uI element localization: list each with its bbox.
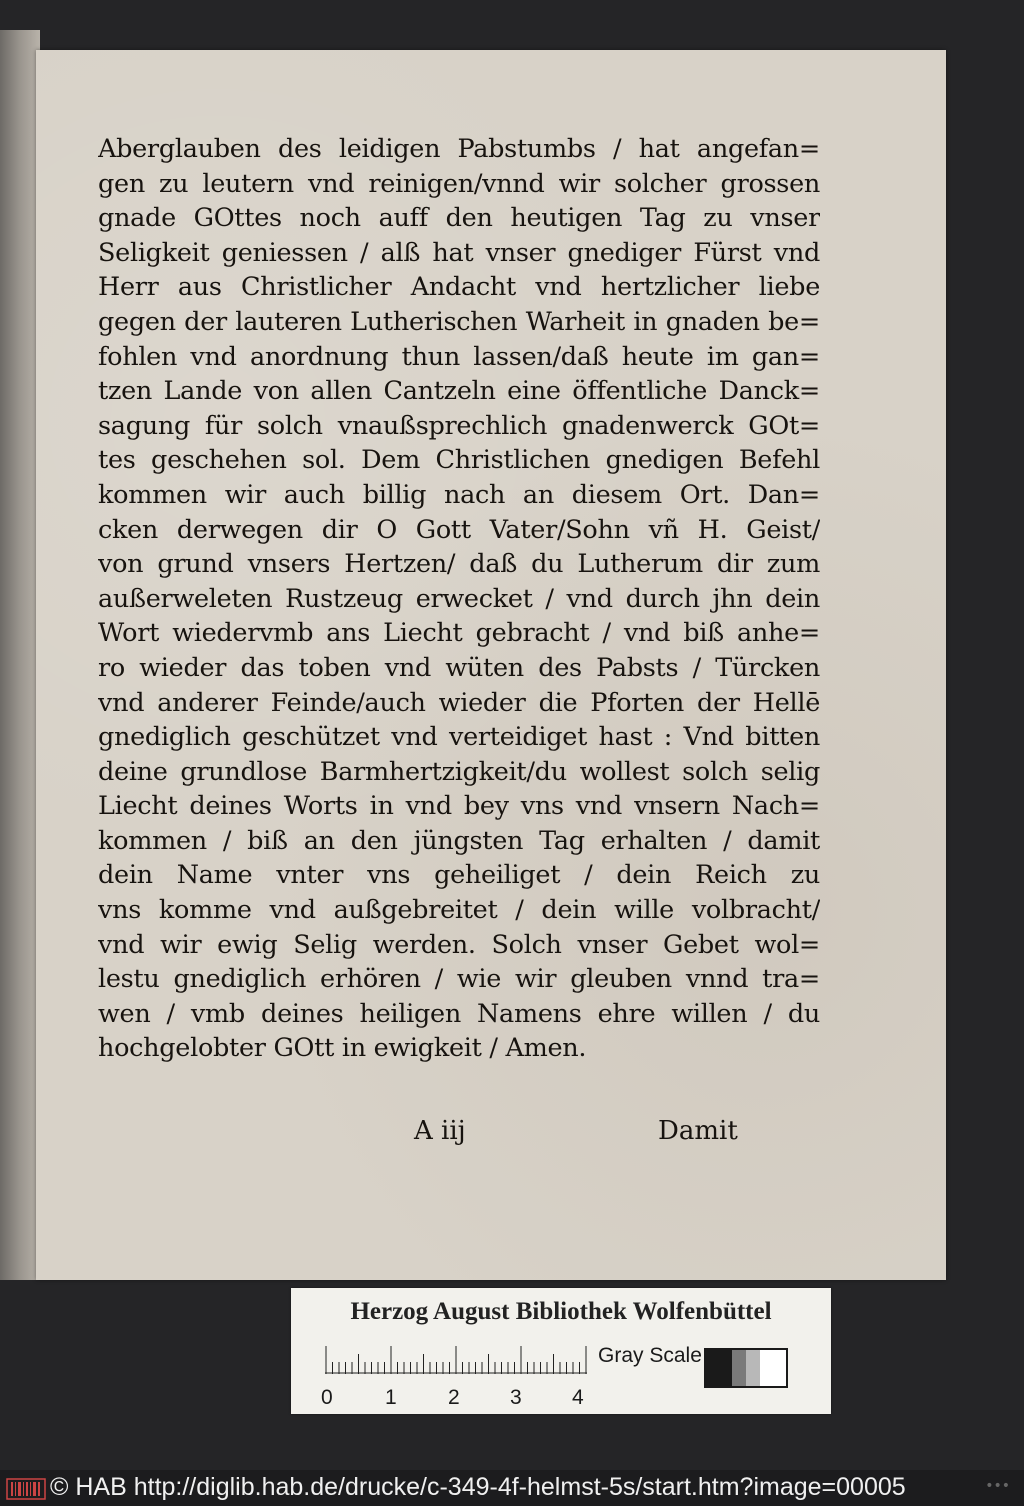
text-line: ro wieder das toben vnd wüten des Pabsts / Türcken: [98, 652, 820, 683]
catchword: Damit: [658, 1116, 738, 1146]
grayscale-swatches: [704, 1348, 788, 1388]
text-line: vnd wir ewig Selig werden. Solch vnser Gebet wol=: [98, 929, 820, 960]
book-page: [36, 50, 946, 1280]
viewer-footer: [0, 1470, 1024, 1506]
swatch-black: [706, 1350, 732, 1386]
color-calibration-bar: [291, 1288, 831, 1414]
text-line: außerweleten Rustzeug erwecket / vnd durch jhn dein: [98, 583, 820, 614]
text-line: lestu gnediglich erhören / wie wir gleuben vnnd tra=: [98, 964, 820, 995]
text-line: fohlen vnd anordnung thun lassen/daß heute im gan=: [98, 341, 820, 372]
text-line: Seligkeit geniessen / alß hat vnser gnediger Fürst vnd: [98, 237, 820, 268]
text-line: vns komme vnd außgebreitet / dein wille volbracht/: [98, 895, 820, 926]
text-line: Liecht deines Worts in vnd bey vns vnd vnsern Nach=: [98, 791, 820, 822]
text-line: deine grundlose Barmhertzigkeit/du wollest solch selig: [98, 756, 820, 787]
text-line: tes geschehen sol. Dem Christlichen gnedigen Befehl: [98, 445, 820, 476]
text-line: Herr aus Christlicher Andacht vnd hertzlicher liebe: [98, 272, 820, 303]
text-line: dein Name vnter vns geheiliget / dein Reich zu: [98, 860, 820, 891]
copyright-url[interactable]: © HAB http://diglib.hab.de/drucke/c-349-4f-helmst-5s/start.htm?image=00005: [50, 1473, 906, 1501]
text-line: Wort wiedervmb ans Liecht gebracht / vnd biß anhe=: [98, 618, 820, 649]
ruler-label-1: 1: [385, 1386, 397, 1409]
text-line: gen zu leutern vnd reinigen/vnnd wir solcher grossen: [98, 168, 820, 199]
ruler-scale: [325, 1346, 587, 1374]
institution-name: Herzog August Bibliothek Wolfenbüttel: [350, 1298, 772, 1325]
grayscale-label: Gray Scale: [598, 1344, 702, 1367]
text-line: vnd anderer Feinde/auch wieder die Pforten der Hellē: [98, 687, 820, 718]
signature-mark: A iij: [414, 1116, 466, 1146]
text-line: gegen der lauteren Lutherischen Warheit in gnaden be=: [98, 306, 820, 337]
text-line: hochgelobter GOtt in ewigkeit / Amen.: [98, 1033, 587, 1064]
text-line: gnade GOttes noch auff den heutigen Tag zu vnser: [98, 203, 820, 234]
swatch-white: [760, 1350, 786, 1386]
page-text-block: [98, 132, 820, 1066]
text-line: wen / vmb deines heiligen Namens ehre willen / du: [98, 998, 820, 1029]
ruler-label-4: 4: [572, 1386, 584, 1409]
ellipsis-icon[interactable]: •••: [985, 1478, 1010, 1494]
ruler-label-0: 0: [321, 1386, 333, 1409]
text-line: kommen / biß an den jüngsten Tag erhalten / damit: [98, 825, 820, 856]
text-line: sagung für solch vnaußsprechlich gnadenwerck GOt=: [98, 410, 820, 441]
text-line: tzen Lande von allen Cantzeln eine öffentliche Danck=: [98, 376, 820, 407]
left-page-edge: [0, 30, 40, 1280]
text-line: gnediglich geschützet vnd verteidiget hast : Vnd bitten: [98, 722, 820, 753]
text-line: Aberglauben des leidigen Pabstumbs / hat angefan=: [98, 134, 820, 164]
ruler-label-2: 2: [448, 1386, 460, 1409]
text-line: kommen wir auch billig nach an diesem Ort. Dan=: [98, 479, 820, 510]
ruler-label-3: 3: [510, 1386, 522, 1409]
barcode-icon: [6, 1478, 46, 1500]
text-line: cken derwegen dir O Gott Vater/Sohn vñ H. Geist/: [98, 514, 820, 545]
text-line: von grund vnsers Hertzen/ daß du Lutherum dir zum: [98, 549, 820, 580]
swatch-light-gray: [746, 1350, 760, 1386]
swatch-dark-gray: [732, 1350, 746, 1386]
